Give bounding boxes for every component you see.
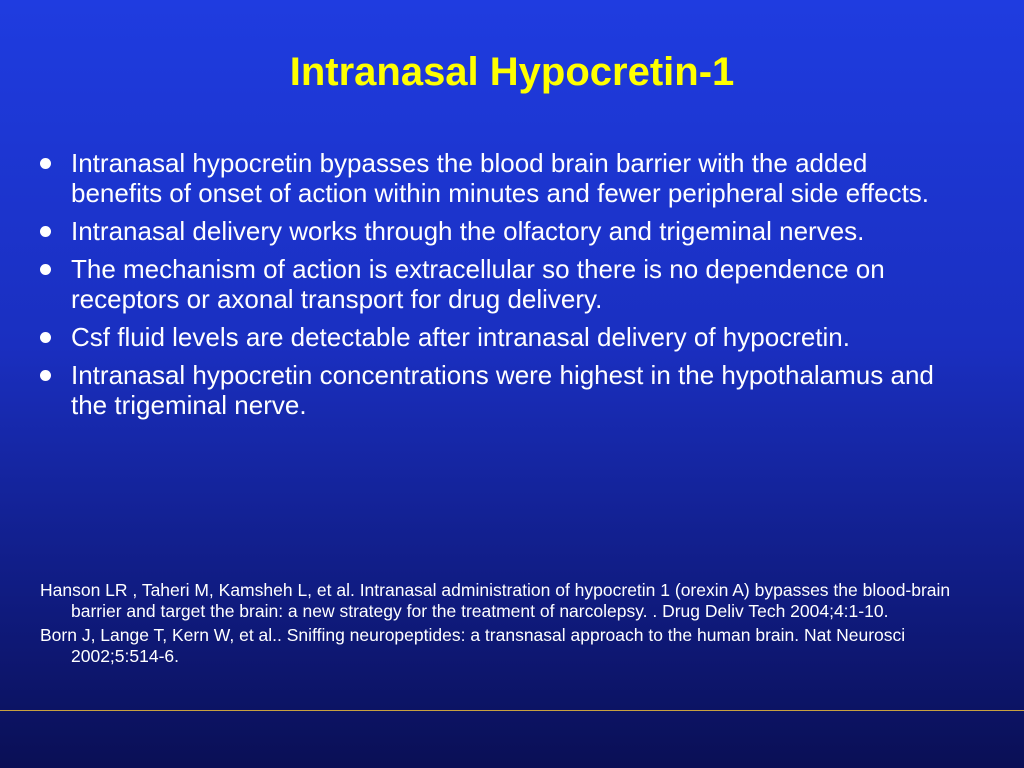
reference-item: Hanson LR , Taheri M, Kamsheh L, et al. Intranasal administration of hypocretin 1 (orexin A) bypasses the blood-brain barrier and target the brain: a new strategy for the treatment of narcolepsy. . Drug Deliv Tech 2004;4:1-10. <box>40 580 951 621</box>
bullet-item <box>40 148 950 208</box>
bullet-text: Csf fluid levels are detectable after intranasal delivery of hypocretin. <box>71 322 850 352</box>
reference-item: Born J, Lange T, Kern W, et al.. Sniffing neuropeptides: a transnasal approach to the human brain. Nat Neurosci 2002;5:514-6. <box>40 625 906 666</box>
bullet-item <box>40 216 950 246</box>
footer-divider <box>0 710 1024 711</box>
bullet-text: Intranasal hypocretin concentrations were highest in the hypothalamus and the trigeminal nerve. <box>71 360 934 420</box>
bullet-dot-icon <box>40 226 51 237</box>
bullet-item <box>40 254 950 314</box>
references <box>40 580 975 670</box>
bullet-text: The mechanism of action is extracellular so there is no dependence on receptors or axonal transport for drug delivery. <box>71 254 885 314</box>
bullet-dot-icon <box>40 158 51 169</box>
bullet-text: Intranasal delivery works through the olfactory and trigeminal nerves. <box>71 216 865 246</box>
bullet-item <box>40 360 950 420</box>
bullet-dot-icon <box>40 370 51 381</box>
bullet-dot-icon <box>40 264 51 275</box>
slide-title: Intranasal Hypocretin-1 <box>289 50 735 94</box>
bullet-item <box>40 322 950 352</box>
bullet-text: Intranasal hypocretin bypasses the blood brain barrier with the added benefits of onset of action within minutes and fewer peripheral side effects. <box>71 148 930 208</box>
bullet-dot-icon <box>40 332 51 343</box>
bullet-list <box>40 148 950 428</box>
